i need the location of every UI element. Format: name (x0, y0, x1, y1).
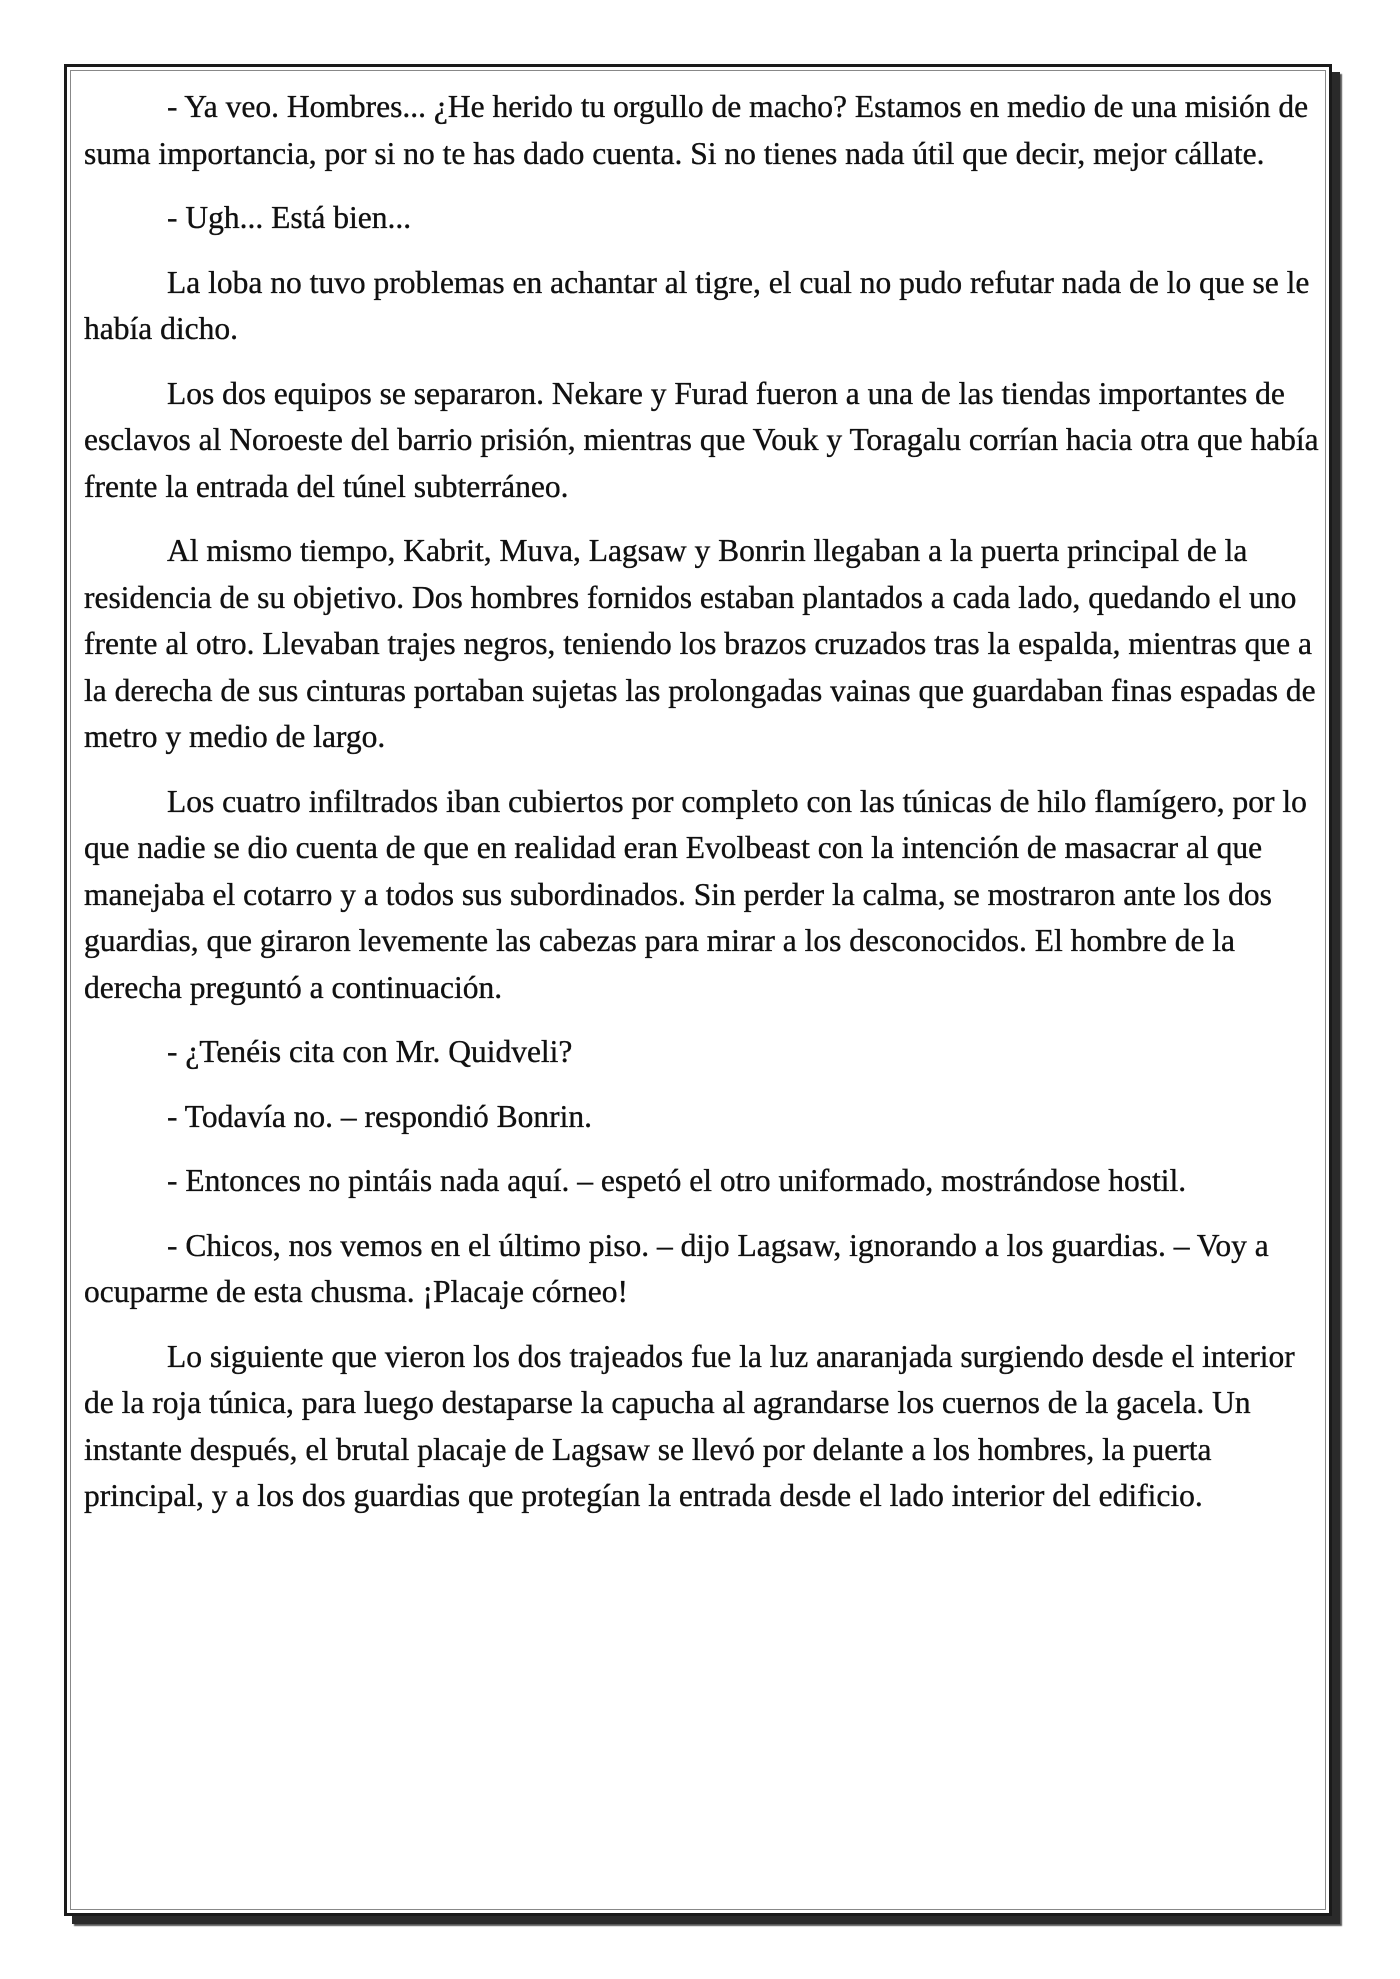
paragraph-10: - Chicos, nos vemos en el último piso. – dijo Lagsaw, ignorando a los guardias. – Voy a ocuparme de esta chusma. ¡Placaje córneo! (84, 1227, 1269, 1309)
paragraph-8: - Todavía no. – respondió Bonrin. (167, 1098, 593, 1134)
paragraph-9: - Entonces no pintáis nada aquí. – espetó el otro uniformado, mostrándose hostil. (167, 1163, 1187, 1198)
paragraph-11: Lo siguiente que vieron los dos trajeados fue la luz anaranjada surgiendo desde el interior de la roja túnica, para luego destaparse la capucha al agrandarse los cuernos de la gacela. Un instante después, el brutal placaje de Lagsaw se llevó por delante a los hombres, la puerta principal, y a los dos guardias que protegían la entrada desde el lado interior del edificio. (84, 1338, 1295, 1513)
paragraph-5: Al mismo tiempo, Kabrit, Muva, Lagsaw y Bonrin llegaban a la puerta principal de la residencia de su objetivo. Dos hombres fornidos estaban plantados a cada lado, quedando el uno frente al otro. Llevaban trajes negros, teniendo los brazos cruzados tras la espalda, mientras que a la derecha de sus cinturas portaban sujetas las prolongadas vainas que guardaban finas espadas de metro y medio de largo. (84, 533, 1316, 754)
paragraph-7: - ¿Tenéis cita con Mr. Quidveli? (167, 1034, 573, 1069)
text-body (84, 84, 1324, 1538)
paragraph-6: Los cuatro infiltrados iban cubiertos por completo con las túnicas de hilo flamígero, por lo que nadie se dio cuenta de que en realidad eran Evolbeast con la intención de masacrar al que manejaba el cotarro y a todos sus subordinados. Sin perder la calma, se mostraron ante los dos guardias, que giraron levemente las cabezas para mirar a los desconocidos. El hombre de la derecha preguntó a continuación. (84, 783, 1307, 1005)
paragraph-3: La loba no tuvo problemas en achantar al tigre, el cual no pudo refutar nada de lo que se le había dicho. (84, 264, 1310, 346)
paragraph-1: - Ya veo. Hombres... ¿He herido tu orgullo de macho? Estamos en medio de una misión de suma importancia, por si no te has dado cuenta. Si no tienes nada útil que decir, mejor cállate. (84, 89, 1309, 171)
paragraph-2: - Ugh... Está bien... (167, 200, 412, 235)
paragraph-4: Los dos equipos se separaron. Nekare y Furad fueron a una de las tiendas importantes de esclavos al Noroeste del barrio prisión, mientras que Vouk y Toragalu corrían hacia otra que había frente la entrada del túnel subterráneo. (84, 375, 1319, 504)
